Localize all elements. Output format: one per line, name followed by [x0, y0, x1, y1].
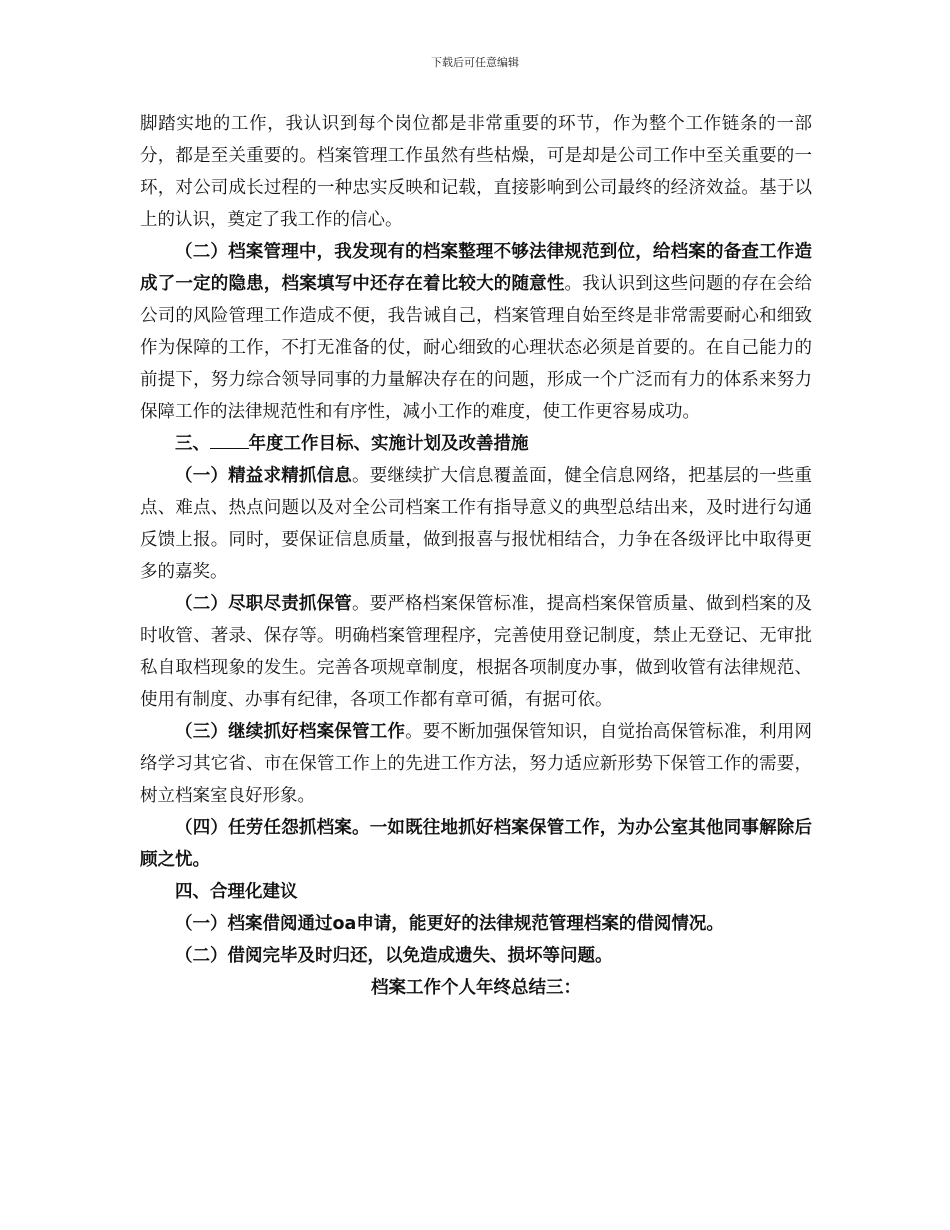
suggestion-2: （二）借阅完毕及时归还，以免造成遗失、损坏等问题。 — [175, 946, 613, 966]
paragraph-2 — [140, 236, 812, 428]
page-header-note: 下载后可任意编辑 — [431, 56, 519, 69]
document-subtitle: 档案工作个人年终总结三： — [371, 978, 581, 998]
item-3-text: 。要不断加强保管知识，自觉抬高保管标准，利用网络学习其它省、市在保管工作上的先进工作方法，努力适应新形势下保管工作的需要，树立档案室良好形象。 — [140, 722, 813, 806]
item-2-text: 。要严格档案保管标准，提高档案保管质量、做到档案的及时收管、著录、保存等。明确档案管理程序，完善使用登记制度，禁止无登记、无审批私自取档现象的发生。完善各项规章制度，根据各项制度办事，做到收管有法律规范、使用有制度、办事有纪律，各项工作都有章可循，有据可依。 — [140, 594, 812, 710]
item-2 — [140, 588, 812, 716]
item-2-lead: （二）尽职尽责抓保管 — [175, 594, 352, 614]
section-heading-3-prefix: 三、 — [175, 434, 210, 454]
suggestion-1: （一）档案借阅通过oa申请，能更好的法律规范管理档案的借阅情况。 — [175, 914, 724, 934]
paragraph-2-lead: （二）档案管理中，我发现有的档案整理不够法律规范到位，给档案的备查工作造成了一定的隐患，档案填写中还存在着比较大的随意性 — [140, 242, 812, 294]
document-body — [140, 108, 812, 1004]
item-1 — [140, 460, 812, 588]
paragraph-2-text: 。我认识到这些问题的存在会给公司的风险管理工作造成不便，我告诫自己，档案管理自始至终是非常需要耐心和细致作为保障的工作，不打无准备的仗，耐心细致的心理状态必须是首要的。在自己能力的前提下，努力综合领导同事的力量解决存在的问题，形成一个广泛而有力的体系来努力保障工作的法律规范性和有序性，减小工作的难度，使工作更容易成功。 — [140, 274, 813, 422]
item-3-lead: （三）继续抓好档案保管工作 — [175, 722, 406, 742]
item-3 — [140, 716, 812, 812]
item-4: （四）任劳任怨抓档案。一如既往地抓好档案保管工作，为办公室其他同事解除后顾之忧。 — [140, 818, 812, 870]
year-blank — [210, 432, 249, 449]
paragraph-1: 脚踏实地的工作，我认识到每个岗位都是非常重要的环节，作为整个工作链条的一部分，都是至关重要的。档案管理工作虽然有些枯燥，可是却是公司工作中至关重要的一环，对公司成长过程的一种忠实反映和记载，直接影响到公司最终的经济效益。基于以上的认识，奠定了我工作的信心。 — [140, 114, 812, 230]
section-heading-4: 四、合理化建议 — [175, 882, 298, 902]
section-heading-3-suffix: 年度工作目标、实施计划及改善措施 — [248, 434, 529, 454]
item-1-lead: （一）精益求精抓信息 — [175, 466, 352, 486]
item-1-text: 。要继续扩大信息覆盖面，健全信息网络，把基层的一些重点、难点、热点问题以及对全公司档案工作有指导意义的典型总结出来，及时进行勾通反馈上报。同时，要保证信息质量，做到报喜与报忧相结合，力争在各级评比中取得更多的嘉奖。 — [140, 466, 812, 582]
section-heading-3 — [140, 428, 812, 460]
